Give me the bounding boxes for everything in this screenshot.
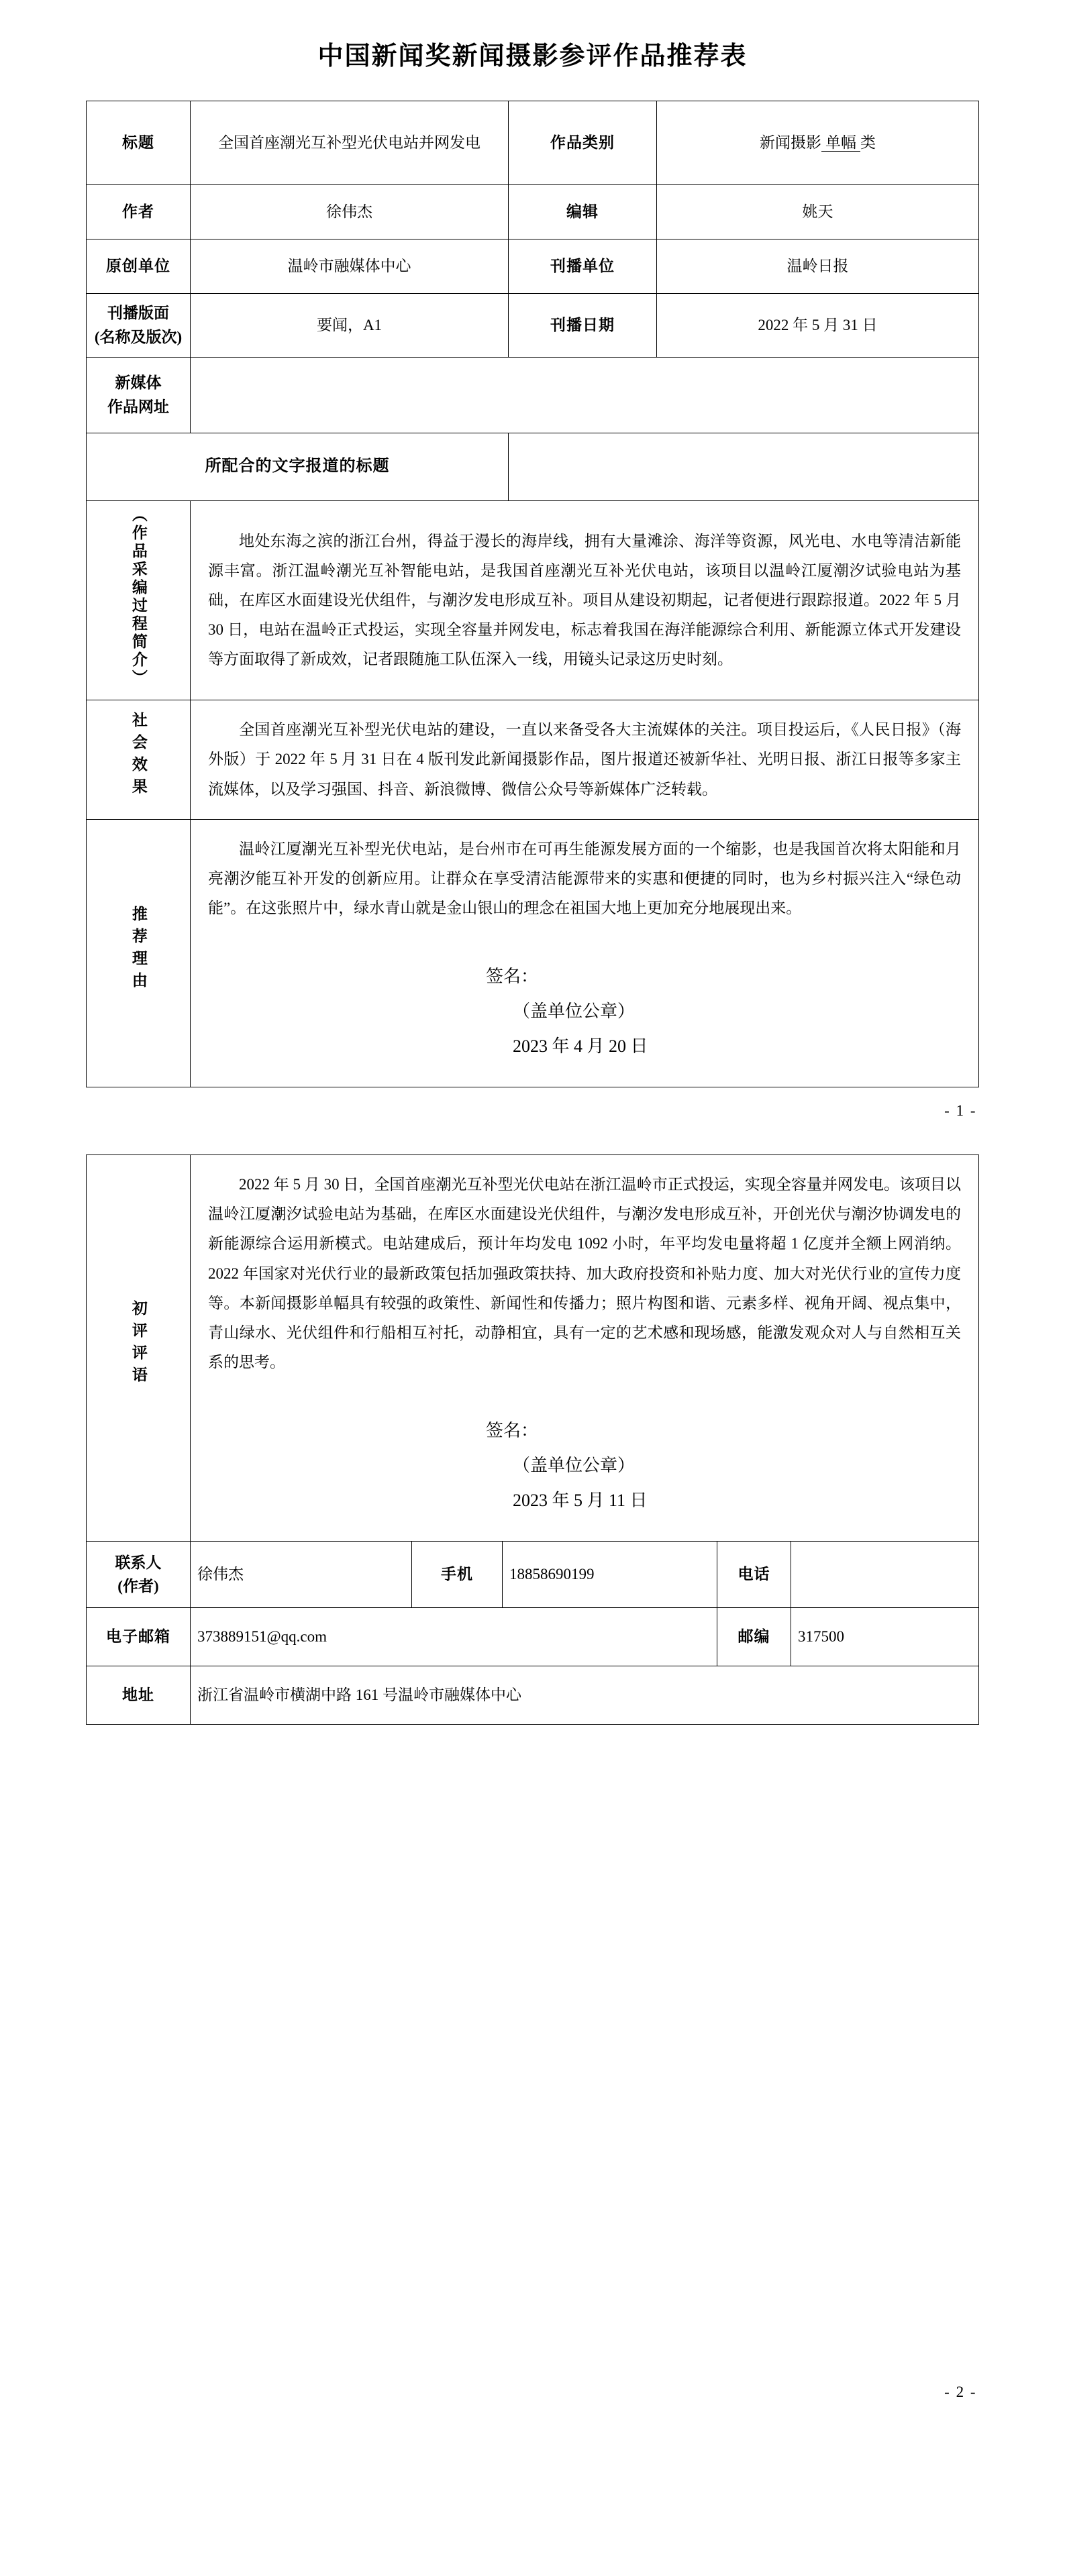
label-newmedia-line1: 新媒体 (115, 374, 162, 391)
label-author: 作者 (87, 184, 191, 239)
label-newmedia-line2: 作品网址 (107, 398, 169, 415)
table-row-process (87, 500, 979, 700)
label-contact-line1: 联系人 (115, 1554, 162, 1571)
initial-review-seal-label: （盖单位公章） (512, 1456, 635, 1476)
page-title: 中国新闻奖新闻摄影参评作品推荐表 (317, 42, 748, 70)
label-address: 地址 (86, 1666, 190, 1725)
label-companion-headline: 所配合的文字报道的标题 (87, 433, 509, 500)
value-editor: 姚天 (657, 184, 979, 239)
initial-review-text: 2022 年 5 月 30 日，全国首座潮光互补型光伏电站在浙江温岭市正式投运，实现全容量并网发电。该项目以温岭江厦潮汐试验电站为基础，在库区水面建设光伏组件，与潮汐发电形成互补，开创光伏与潮汐协调发电的新能源综合运用新模式。电站建成后，预计年均发电 1092 小时，年平均发电量将超 1 亿度并全额上网消纳。2022 年国家对光伏行业的最新政策包括加强政策扶持、加大政府投资和补贴力度、加大对光伏行业的宣传力度等。本新闻摄影单幅具有较强的政策性、新闻性和传播力；照片构图和谐、元素多样、视角开阔、视点集中，青山绿水、光伏组件和行船相互衬托，动静相宜，具有一定的艺术感和现场感，能激发观众对人与自然相互关系的思考。 (207, 1176, 962, 1371)
table-row-unit (87, 239, 979, 293)
table-row-contact (86, 1542, 978, 1608)
value-telephone[interactable] (791, 1542, 978, 1608)
page-1 (0, 0, 1065, 1120)
process-text: 地处东海之滨的浙江台州，得益于漫长的海岸线，拥有大量滩涂、海洋等资源，风光电、水电等清洁新能源丰富。浙江温岭潮光互补智能电站，是我国首座潮光互补光伏电站，该项目以温岭江厦潮汐试验电站为基础，在库区水面建设光伏组件，与潮汐发电形成互补。项目从建设初期起，记者便进行跟踪报道。2022 年 5 月 30 日，电站在温岭正式投运，实现全容量并网发电，标志着我国在海洋能源综合利用、新能源立体式开发建设等方面取得了新成效，记者跟随施工队伍深入一线，用镜头记录这历史时刻。 (208, 532, 961, 668)
recommendation-form-page-2 (86, 1155, 979, 1725)
table-row-publish (87, 293, 979, 357)
label-recommend-reason (87, 819, 191, 1087)
label-title: 标题 (87, 101, 191, 184)
page-1-footer: - 1 - (944, 1102, 977, 1120)
label-social-effect (87, 700, 191, 819)
category-prefix: 新闻摄影 (760, 133, 821, 151)
table-row-email (86, 1608, 978, 1666)
table-row-address (86, 1666, 978, 1725)
value-newmedia-url[interactable] (191, 357, 979, 433)
label-editor: 编辑 (509, 184, 657, 239)
recommend-reason-text: 温岭江厦潮光互补型光伏电站，是台州市在可再生能源发展方面的一个缩影，也是我国首次将太阳能和月亮潮汐能互补开发的创新应用。让群众在享受清洁能源带来的实惠和便捷的同时，也为乡村振兴注入“绿色动能”。在这张照片中，绿水青山就是金山银山的理念在祖国大地上更加充分地展现出来。 (208, 840, 961, 917)
category-blank: 单幅 (821, 134, 860, 152)
value-author: 徐伟杰 (191, 184, 509, 239)
label-publish-unit: 刊播单位 (509, 239, 657, 293)
initial-review-date: 2023 年 5 月 11 日 (512, 1491, 648, 1511)
value-contact-person[interactable]: 徐伟杰 (190, 1542, 411, 1608)
label-postcode: 邮编 (717, 1608, 791, 1666)
label-category: 作品类别 (509, 101, 657, 184)
recommend-date: 2023 年 4 月 20 日 (513, 1036, 648, 1057)
social-effect-text: 全国首座潮光互补型光伏电站的建设，一直以来备受各大主流媒体的关注。项目投运后，《人民日报》（海外版）于 2022 年 5 月 31 日在 4 版刊发此新闻摄影作品，图片报道还被新华社、光明日报、浙江日报等多家主流媒体，以及学习强国、抖音、新浪微博、微信公众号等新媒体广泛转载。 (208, 721, 961, 798)
table-row-initial-review (86, 1155, 978, 1542)
value-initial-review (190, 1155, 978, 1542)
value-title: 全国首座潮光互补型光伏电站并网发电 (191, 101, 509, 184)
table-row-social-effect (87, 700, 979, 819)
category-suffix: 类 (860, 133, 876, 151)
value-companion-headline[interactable] (509, 433, 979, 500)
page-2 (0, 1155, 1065, 2401)
label-process-text: （作品采编过程简介） (130, 506, 147, 688)
value-social-effect (191, 700, 979, 819)
label-email: 电子邮箱 (86, 1608, 190, 1666)
value-postcode[interactable]: 317500 (791, 1608, 978, 1666)
label-recommend-reason-text: 推荐理由 (130, 905, 147, 994)
initial-review-signature-label: 签名： (485, 1421, 538, 1441)
value-original-unit: 温岭市融媒体中心 (191, 239, 509, 293)
label-social-effect-text: 社会效果 (130, 712, 147, 801)
page-break (0, 1120, 1065, 1155)
table-row-author (87, 184, 979, 239)
label-telephone: 电话 (717, 1542, 791, 1608)
label-process (87, 500, 191, 700)
value-email[interactable]: 373889151@qq.com (190, 1608, 717, 1666)
label-initial-review-text: 初评评语 (130, 1300, 147, 1389)
value-address[interactable]: 浙江省温岭市横湖中路 161 号温岭市融媒体中心 (190, 1666, 978, 1725)
value-publish-date: 2022 年 5 月 31 日 (657, 293, 979, 357)
label-publish-page (87, 293, 191, 357)
label-contact-line2: (作者) (117, 1578, 159, 1595)
value-recommend-reason (191, 819, 979, 1087)
recommend-signature-block (197, 932, 972, 1081)
value-category (657, 101, 979, 184)
value-publish-unit: 温岭日报 (657, 239, 979, 293)
label-publish-date: 刊播日期 (509, 293, 657, 357)
recommend-signature-label: 签名： (486, 967, 539, 987)
initial-review-signature-block (197, 1387, 972, 1536)
label-publish-page-line1: 刊播版面 (107, 304, 169, 321)
label-newmedia-url (87, 357, 191, 433)
label-initial-review (86, 1155, 190, 1542)
value-publish-page: 要闻，A1 (191, 293, 509, 357)
value-process (191, 500, 979, 700)
table-row-title (87, 101, 979, 184)
table-row-newmedia (87, 357, 979, 433)
table-row-companion-headline (87, 433, 979, 500)
label-contact-person (86, 1542, 190, 1608)
page-2-whitespace (0, 1725, 1065, 2369)
recommendation-form-page-1 (86, 101, 979, 1088)
label-mobile: 手机 (411, 1542, 502, 1608)
table-row-recommend-reason (87, 819, 979, 1087)
label-publish-page-line2: (名称及版次) (94, 328, 183, 345)
recommend-seal-label: （盖单位公章） (513, 1002, 636, 1022)
value-mobile[interactable]: 18858690199 (502, 1542, 717, 1608)
label-original-unit: 原创单位 (87, 239, 191, 293)
page-2-footer: - 2 - (944, 2383, 977, 2401)
